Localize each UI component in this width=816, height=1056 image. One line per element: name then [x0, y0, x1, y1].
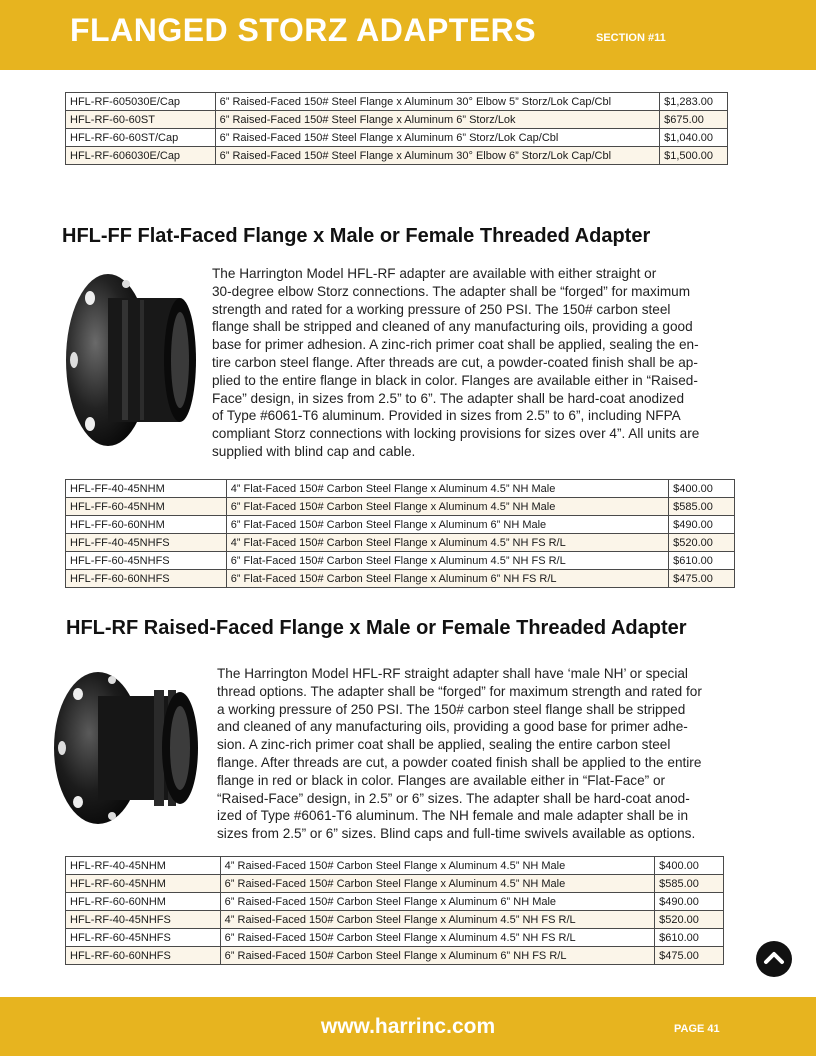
price: $610.00: [655, 929, 724, 947]
part-number: HFL-RF-606030E/Cap: [66, 147, 216, 165]
price: $1,500.00: [660, 147, 728, 165]
description: 4” Raised-Faced 150# Carbon Steel Flange x Aluminum 4.5” NH FS R/L: [220, 911, 654, 929]
description: 4” Flat-Faced 150# Carbon Steel Flange x Aluminum 4.5” NH FS R/L: [226, 534, 668, 552]
raised-faced-adapter-photo: [50, 668, 210, 828]
price: $520.00: [669, 534, 735, 552]
website-link[interactable]: www.harrinc.com: [320, 1015, 496, 1038]
description: 6” Raised-Faced 150# Steel Flange x Aluminum 6” Storz/Lok Cap/Cbl: [215, 129, 659, 147]
table-row: [66, 129, 728, 147]
description-line: a working pressure of 250 PSI. The 150# carbon steel flange shall be stripped: [217, 701, 686, 717]
part-number: HFL-FF-60-45NHM: [66, 498, 227, 516]
price: $520.00: [655, 911, 724, 929]
description-line: The Harrington Model HFL-RF adapter are available with either straight or: [212, 266, 657, 281]
section-rf-title: HFL-RF Raised-Faced Flange x Male or Female Threaded Adapter: [66, 617, 687, 639]
price: $610.00: [669, 552, 735, 570]
section-rf-description: [217, 665, 702, 843]
description: 6” Flat-Faced 150# Carbon Steel Flange x Aluminum 6” NH Male: [226, 516, 668, 534]
table-row: [66, 516, 735, 534]
description-line: base for primer adhesion. A zinc-rich primer coat shall be applied, sealing the en-: [212, 337, 699, 353]
table-row: [66, 147, 728, 165]
description: 6” Raised-Faced 150# Carbon Steel Flange x Aluminum 6” NH FS R/L: [220, 947, 654, 965]
description: 6” Flat-Faced 150# Carbon Steel Flange x Aluminum 4.5” NH Male: [226, 498, 668, 516]
table-row: [66, 875, 724, 893]
price: $675.00: [660, 111, 728, 129]
table-row: [66, 857, 724, 875]
description: 6” Raised-Faced 150# Steel Flange x Aluminum 30° Elbow 5” Storz/Lok Cap/Cbl: [215, 93, 659, 111]
table-row: [66, 552, 735, 570]
page-title: FLANGED STORZ ADAPTERS: [70, 12, 537, 48]
table-row: [66, 93, 728, 111]
description-line: sizes from 2.5” or 6” sizes. Blind caps and full-time swivels available as options.: [217, 826, 696, 842]
table-row: [66, 570, 735, 588]
price: $490.00: [655, 893, 724, 911]
price: $400.00: [669, 480, 735, 498]
section-label: SECTION #11: [596, 32, 666, 44]
price: $1,283.00: [660, 93, 728, 111]
part-number: HFL-FF-40-45NHFS: [66, 534, 227, 552]
description-line: plied to the entire flange in black in color. Flanges are available either in “Raised-: [212, 372, 698, 388]
part-number: HFL-RF-60-45NHFS: [66, 929, 221, 947]
part-number: HFL-RF-60-60ST/Cap: [66, 129, 216, 147]
flat-faced-adapter-photo: [60, 268, 200, 453]
table-row: [66, 480, 735, 498]
page-number: PAGE 41: [674, 1023, 720, 1035]
table-row: [66, 929, 724, 947]
price: $585.00: [669, 498, 735, 516]
description: 6” Raised-Faced 150# Carbon Steel Flange x Aluminum 4.5” NH Male: [220, 875, 654, 893]
price: $475.00: [669, 570, 735, 588]
section-ff-title: HFL-FF Flat-Faced Flange x Male or Female Threaded Adapter: [62, 225, 651, 247]
price: $475.00: [655, 947, 724, 965]
description-line: sion. A zinc-rich primer coat shall be applied, sealing the entire carbon steel: [217, 737, 671, 753]
section-ff-description: [212, 265, 699, 461]
description: 6” Raised-Faced 150# Carbon Steel Flange x Aluminum 6” NH Male: [220, 893, 654, 911]
description: 6” Raised-Faced 150# Steel Flange x Aluminum 30° Elbow 6” Storz/Lok Cap/Cbl: [215, 147, 659, 165]
part-number: HFL-RF-40-45NHFS: [66, 911, 221, 929]
description-line: thread options. The adapter shall be “forged” for maximum strength and rated for: [217, 683, 702, 699]
part-number: HFL-FF-60-45NHFS: [66, 552, 227, 570]
part-number: HFL-RF-60-60ST: [66, 111, 216, 129]
page-header: [0, 0, 816, 70]
description-line: “Raised-Face” design, in 2.5” or 6” sizes. The adapter shall be hard-coat anod-: [217, 790, 690, 806]
page-footer: [0, 997, 816, 1056]
description: 6” Flat-Faced 150# Carbon Steel Flange x Aluminum 6” NH FS R/L: [226, 570, 668, 588]
description: 4” Raised-Faced 150# Carbon Steel Flange x Aluminum 4.5” NH Male: [220, 857, 654, 875]
table-row: [66, 111, 728, 129]
part-number: HFL-RF-40-45NHM: [66, 857, 221, 875]
price: $400.00: [655, 857, 724, 875]
price: $585.00: [655, 875, 724, 893]
description-line: flange. After threads are cut, a powder coated finish shall be applied to the entire: [217, 754, 702, 770]
rf-price-table: [65, 856, 724, 965]
part-number: HFL-RF-605030E/Cap: [66, 93, 216, 111]
description: 4” Flat-Faced 150# Carbon Steel Flange x Aluminum 4.5” NH Male: [226, 480, 668, 498]
part-number: HFL-FF-60-60NHFS: [66, 570, 227, 588]
description-line: of Type #6061-T6 aluminum. Provided in sizes from 2.5” to 6”, including NFPA: [212, 408, 681, 424]
part-number: HFL-FF-60-60NHM: [66, 516, 227, 534]
price: $1,040.00: [660, 129, 728, 147]
description: 6” Raised-Faced 150# Carbon Steel Flange x Aluminum 4.5” NH FS R/L: [220, 929, 654, 947]
description: 6” Flat-Faced 150# Carbon Steel Flange x Aluminum 4.5” NH FS R/L: [226, 552, 668, 570]
table-row: [66, 893, 724, 911]
description: 6” Raised-Faced 150# Steel Flange x Aluminum 6” Storz/Lok: [215, 111, 659, 129]
chevron-up-icon: [756, 941, 792, 977]
scroll-to-top-button[interactable]: [756, 941, 792, 977]
description-line: flange shall be stripped and cleaned of any manufacturing oils, providing a good: [212, 319, 693, 335]
table-row: [66, 534, 735, 552]
price: $490.00: [669, 516, 735, 534]
description-line: flange in red or black in color. Flanges are available either in “Flat-Face” or: [217, 772, 666, 788]
part-number: HFL-RF-60-60NHFS: [66, 947, 221, 965]
table-row: [66, 947, 724, 965]
part-number: HFL-FF-40-45NHM: [66, 480, 227, 498]
description-line: strength and rated for a working pressure of 250 PSI. The 150# carbon steel: [212, 301, 671, 317]
ff-price-table: [65, 479, 735, 588]
description-line: supplied with blind cap and cable.: [212, 443, 416, 459]
part-number: HFL-RF-60-60NHM: [66, 893, 221, 911]
table-row: [66, 911, 724, 929]
part-number: HFL-RF-60-45NHM: [66, 875, 221, 893]
description-line: ized of Type #6061-T6 aluminum. The NH female and male adapter shall be in: [217, 808, 689, 824]
description-line: and cleaned of any manufacturing oils, providing a good base for primer adhe-: [217, 719, 688, 735]
top-price-table: [65, 92, 728, 165]
description-line: Face” design, in sizes from 2.5” to 6”. The adapter shall be hard-coat anodized: [212, 390, 685, 406]
description-line: The Harrington Model HFL-RF straight adapter shall have ‘male NH’ or special: [217, 666, 688, 681]
description-line: compliant Storz connections with locking provisions for sizes over 4”. All units are: [212, 426, 700, 442]
description-line: tire carbon steel flange. After threads are cut, a powder-coated finish shall be ap-: [212, 354, 698, 370]
description-line: 30-degree elbow Storz connections. The adapter shall be “forged” for maximum: [212, 283, 691, 299]
table-row: [66, 498, 735, 516]
